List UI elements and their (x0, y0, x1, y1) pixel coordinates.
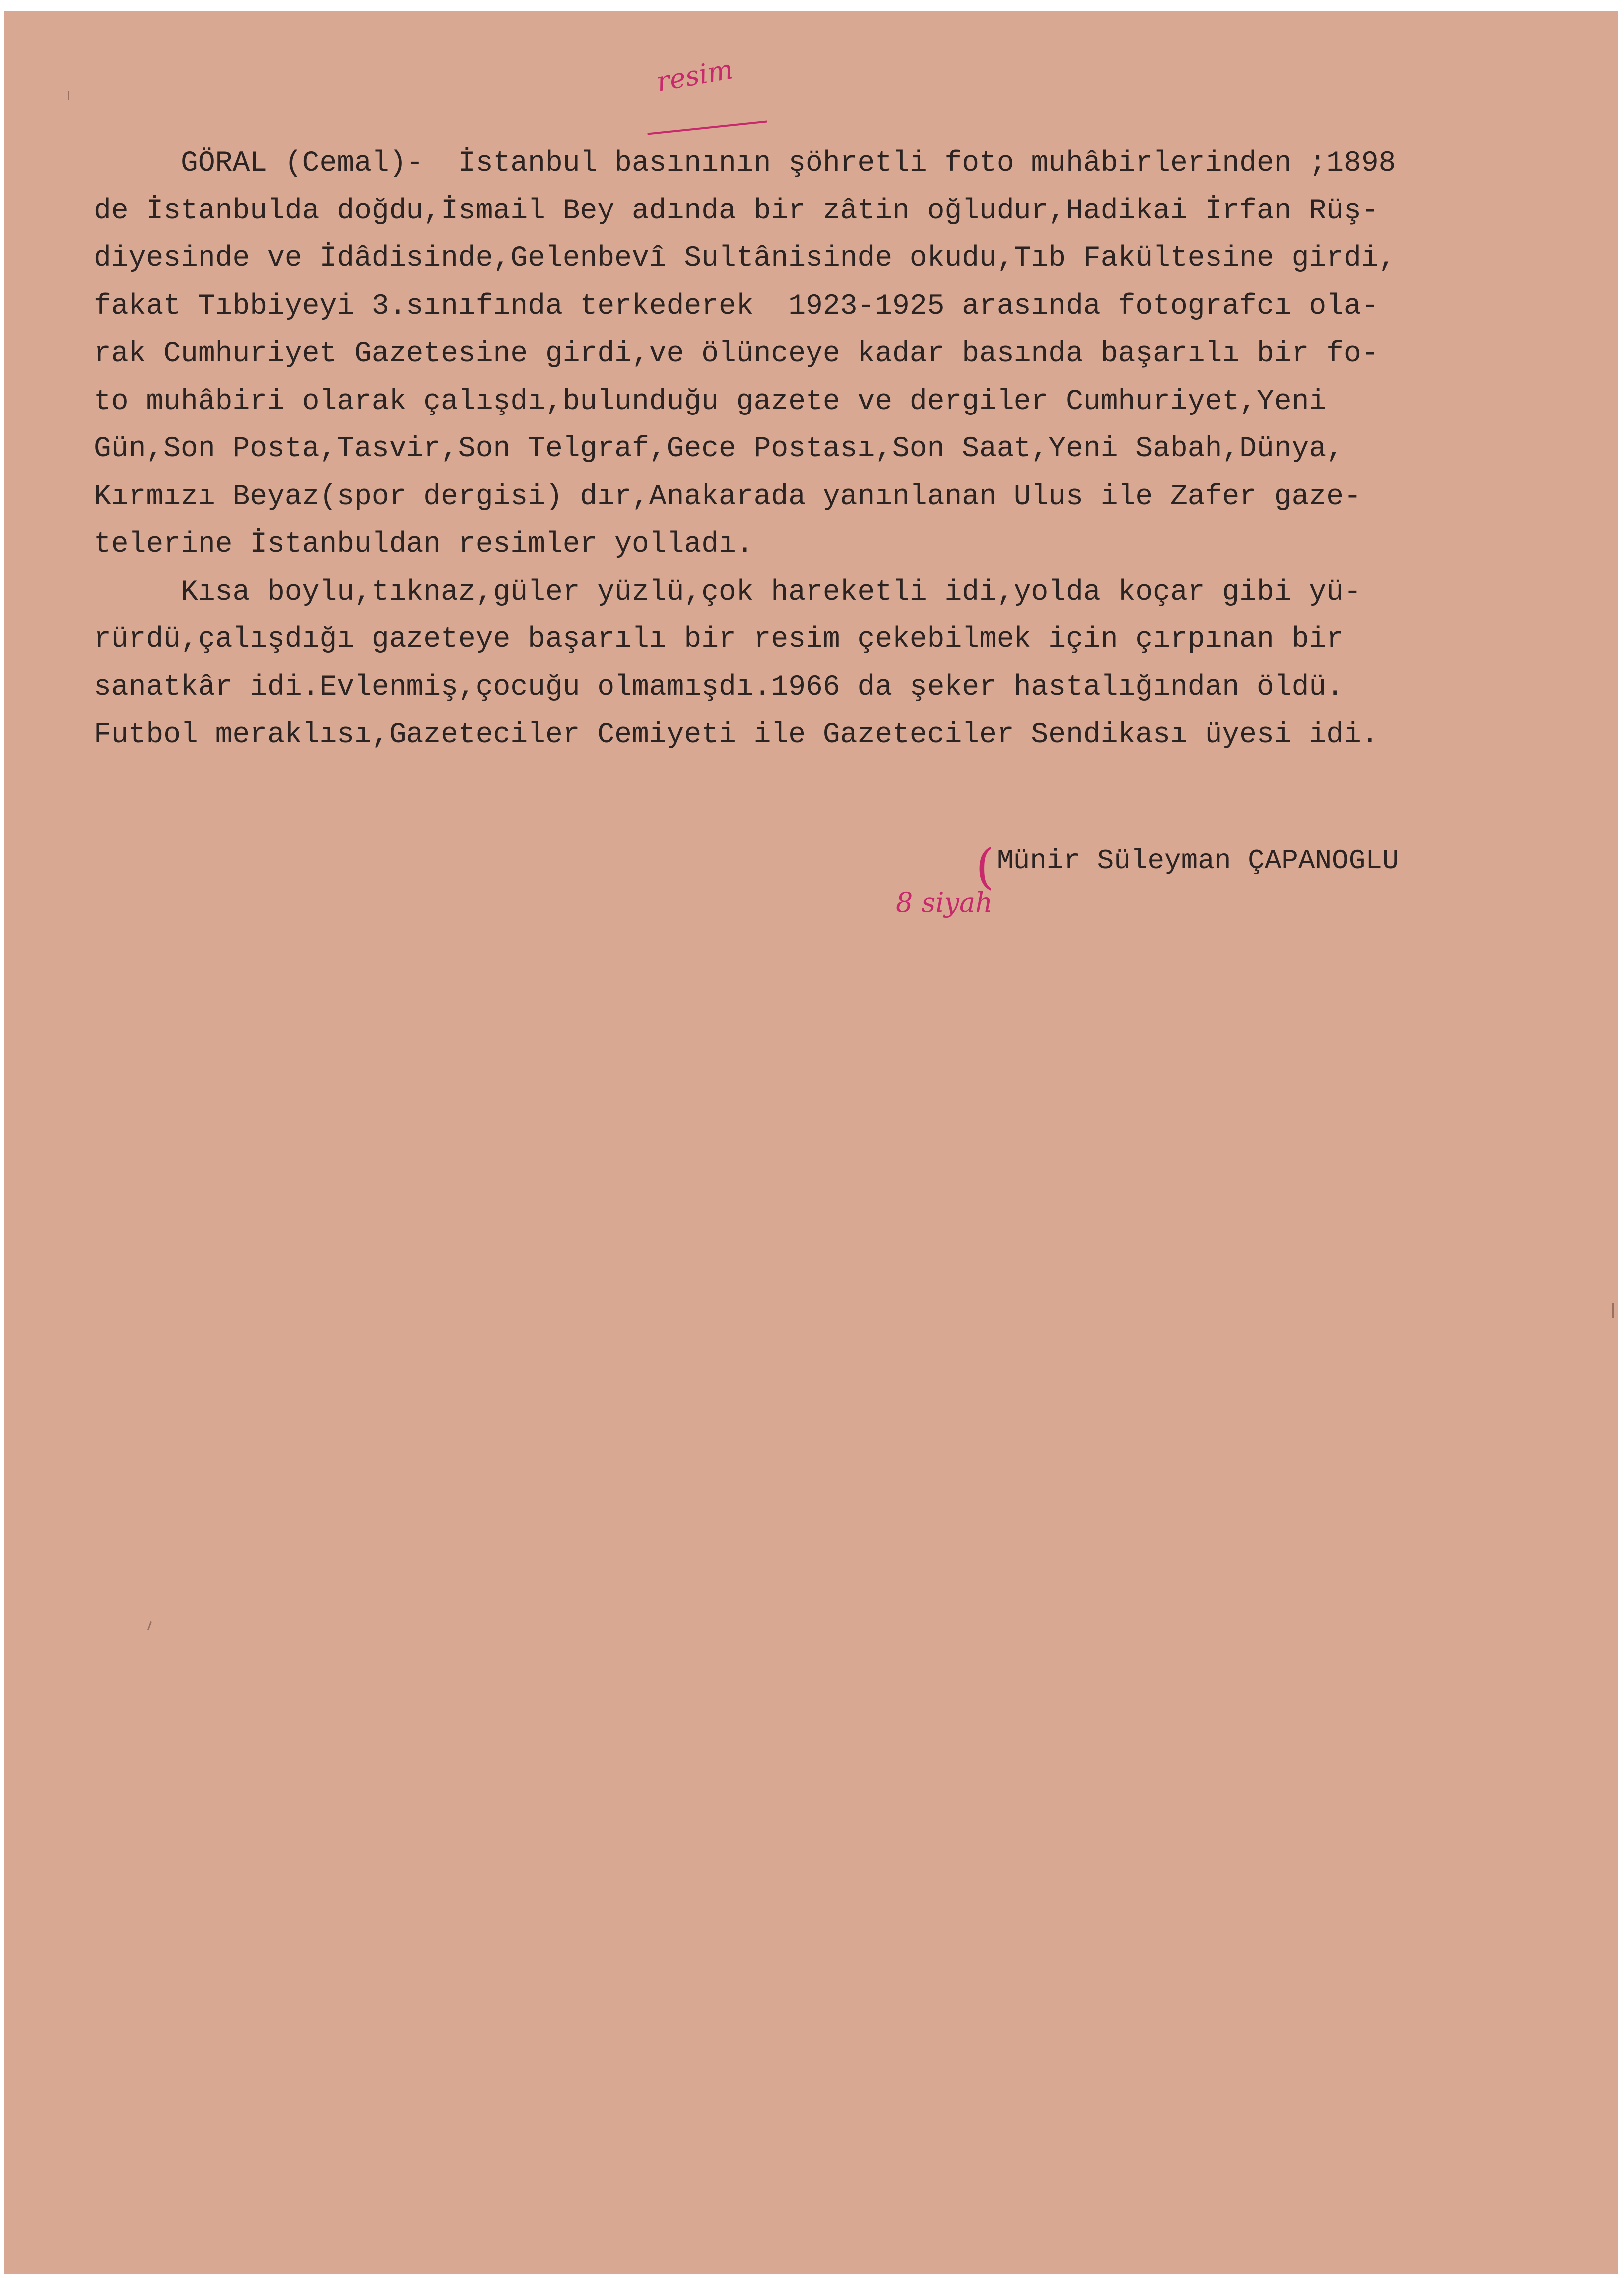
body-line: Gün,Son Posta,Tasvir,Son Telgraf,Gece Postası,Son Saat,Yeni Sabah,Dünya, (94, 433, 1344, 465)
body-line: rürdü,çalışdığı gazeteye başarılı bir resim çekebilmek için çırpınan bir (94, 623, 1344, 656)
body-line: sanatkâr idi.Evlenmiş,çocuğu olmamışdı.1966 da şeker hastalığından öldü. (94, 671, 1344, 704)
paper-speck (1612, 1303, 1614, 1318)
handwritten-paren-mark: ( (976, 839, 995, 895)
handwritten-underline (647, 120, 767, 135)
typed-body (94, 140, 1585, 759)
body-line: Kırmızı Beyaz(spor dergisi) dır,Anakarada yanınlanan Ulus ile Zafer gaze- (94, 480, 1361, 513)
body-line: telerine İstanbuldan resimler yolladı. (94, 528, 754, 561)
body-line: rak Cumhuriyet Gazetesine girdi,ve ölünceye kadar basında başarılı bir fo- (94, 338, 1379, 370)
handwritten-note-resim: resim (654, 53, 736, 98)
body-line: Futbol meraklısı,Gazeteciler Cemiyeti ile Gazeteciler Sendikası üyesi idi. (94, 719, 1379, 751)
paper-speck (68, 91, 69, 100)
body-line: de İstanbulda doğdu,İsmail Bey adında bir zâtin oğludur,Hadikai İrfan Rüş- (94, 195, 1379, 227)
paper-speck (147, 1621, 152, 1630)
body-line: GÖRAL (Cemal)- İstanbul basınının şöhretli foto muhâbirlerinden ;1898 (94, 147, 1396, 180)
handwritten-note-8-siyah: 8 siyah (896, 887, 993, 918)
paper-sheet (4, 11, 1618, 2274)
body-line: to muhâbiri olarak çalışdı,bulunduğu gazete ve dergiler Cumhuriyet,Yeni (94, 385, 1327, 418)
author-signature: Münir Süleyman ÇAPANOGLU (997, 845, 1399, 877)
body-line: Kısa boylu,tıknaz,güler yüzlü,çok hareketli idi,yolda koçar gibi yü- (94, 576, 1361, 609)
body-line: fakat Tıbbiyeyi 3.sınıfında terkederek 1923-1925 arasında fotografcı ola- (94, 290, 1379, 323)
body-line: diyesinde ve İdâdisinde,Gelenbevî Sultânisinde okudu,Tıb Fakültesine girdi, (94, 242, 1396, 275)
